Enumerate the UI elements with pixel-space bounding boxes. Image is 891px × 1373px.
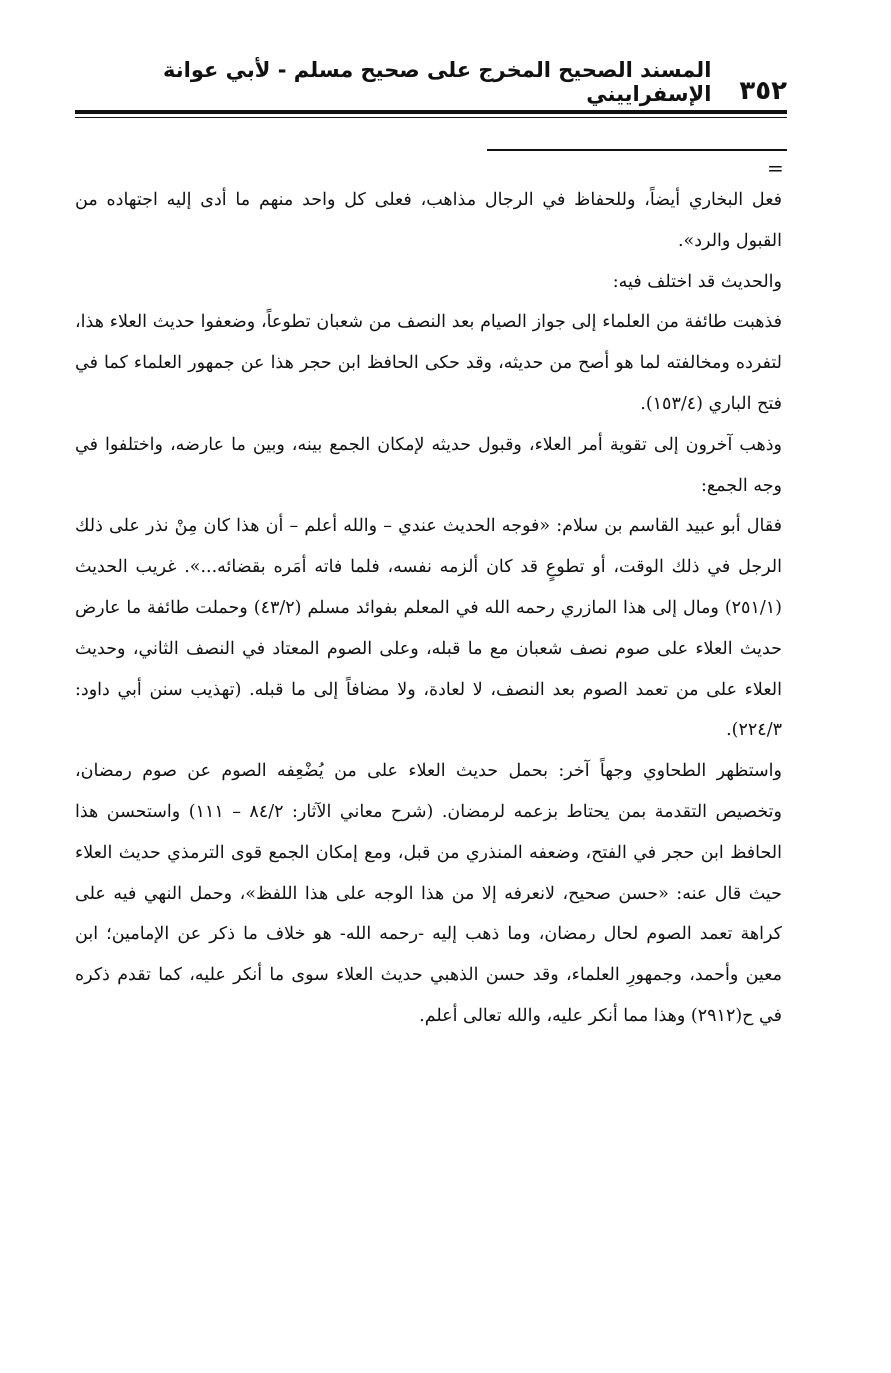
page-header bbox=[75, 58, 787, 106]
header-rule-thin bbox=[75, 117, 787, 118]
continuation-mark: = bbox=[767, 156, 784, 180]
paragraph-4: وذهب آخرون إلى تقوية أمر العلاء، وقبول حديثه لإمكان الجمع بينه، وبين ما عارضه، واختلفوا في وجه الجمع: bbox=[75, 434, 782, 496]
header-rule-thick bbox=[75, 110, 787, 114]
paragraph-3: فذهبت طائفة من العلماء إلى جواز الصيام بعد النصف من شعبان تطوعاً، وضعفوا حديث العلاء هذا، لتفرده ومخالفته لما هو أصح من حديثه، وقد حكى الحافظ ابن حجر هذا عن جمهور العلماء كما في فتح الباري (١٥٣/٤). bbox=[75, 312, 782, 414]
paragraph-1: فعل البخاري أيضاً، وللحفاظ في الرجال مذاهب، فعلى كل واحد منهم ما أدى إليه اجتهاده من القبول والرد». bbox=[75, 190, 782, 251]
page-number: ٣٥٢ bbox=[739, 76, 787, 106]
footnote-separator bbox=[487, 149, 787, 151]
running-title: المسند الصحيح المخرج على صحيح مسلم - لأبي عوانة الإسفراييني bbox=[163, 58, 712, 106]
paragraph-6: واستظهر الطحاوي وجهاً آخر: بحمل حديث العلاء على من يُضْعِفه الصوم عن صوم رمضان، وتخصيص التقدمة بمن يحتاط بزعمه لرمضان. (شرح معاني الآثار: ٨٤/٢ – ١١١) واستحسن هذا الحافظ ابن حجر في الفتح، وضعفه المنذري من قبل، ومع إمكان الجمع قوى الترمذي حديث العلاء حيث قال عنه: «حسن صحيح، لانعرفه إلا من هذا الوجه على هذا اللفظ»، وحمل النهي فيه على كراهة تعمد الصوم لحال رمضان، وما ذهب إليه -رحمه الله- هو خلاف ما ذكر عن الإمامين؛ ابن معين وأحمد، وجمهورِ العلماء، وقد حسن الذهبي حديث العلاء سوى ما أنكر عليه، كما تقدم ذكره في ح(٢٩١٢) وهذا مما أنكر عليه، والله تعالى أعلم. bbox=[75, 761, 782, 1026]
footnote-body bbox=[75, 180, 782, 1037]
paragraph-5: فقال أبو عبيد القاسم بن سلام: «فوجه الحديث عندي – والله أعلم – أن هذا كان مِنْ نذر على ذلك الرجل في ذلك الوقت، أو تطوعٍ قد كان ألزمه نفسه، فلما فاته أمَره بقضائه...». غريب الحديث (٢٥١/١) ومال إلى هذا المازري رحمه الله في المعلم بفوائد مسلم (٤٣/٢) وحملت طائفة ما عارض حديث العلاء على صوم نصف شعبان مع ما قبله، وعلى الصوم المعتاد في النصف الثاني، وحديث العلاء على من تعمد الصوم بعد النصف، لا لعادة، ولا مضافاً إلى ما قبله. (تهذيب سنن أبي داود: ٢٢٤/٣). bbox=[75, 516, 782, 741]
paragraph-2: والحديث قد اختلف فيه: bbox=[612, 271, 782, 292]
